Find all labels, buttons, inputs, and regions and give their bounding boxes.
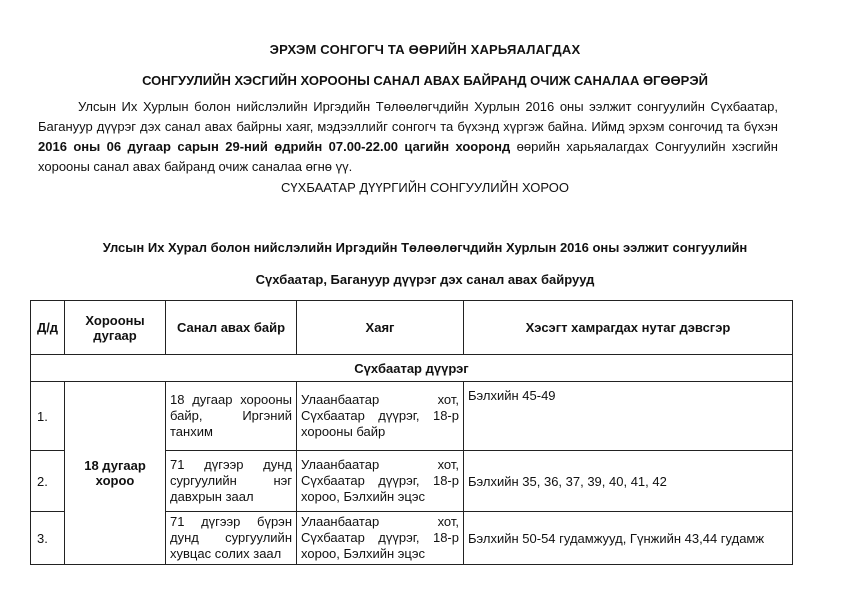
table-row: [31, 382, 793, 451]
covered-area: Бэлхийн 45-49: [464, 382, 793, 451]
table-header-row: [31, 301, 793, 355]
intro-date-highlight: 2016 оны 06 дугаар сарын 29-ний өдрийн 07.00-22.00 цагийн хооронд: [38, 139, 511, 154]
row-number: 2.: [31, 451, 65, 512]
district-row: [31, 355, 793, 382]
polling-place: 71 дүгээр бүрэн дунд сургуулийн хувцас солих заал: [166, 512, 297, 565]
polling-stations-table: [30, 300, 793, 565]
col-header-number: Д/д: [31, 301, 65, 355]
page-subtitle: СОНГУУЛИЙН ХЭСГИЙН ХОРООНЫ САНАЛ АВАХ БАЙРАНД ОЧИЖ САНАЛАА ӨГӨӨРЭЙ: [142, 73, 708, 88]
polling-address: Улаанбаатар хот, Сүхбаатар дүүрэг, 18-р хороо, Бэлхийн эцэс: [297, 451, 464, 512]
table-heading-line2: Сүхбаатар, Багануур дүүрэг дэх санал авах байрууд: [255, 272, 595, 287]
col-header-committee: Хорооны дугаар: [65, 301, 166, 355]
polling-address: Улаанбаатар хот, Сүхбаатар дүүрэг, 18-р хороо, Бэлхийн эцэс: [297, 512, 464, 565]
page-title: ЭРХЭМ СОНГОГЧ ТА ӨӨРИЙН ХАРЬЯАЛАГДАХ: [269, 42, 581, 57]
district-name: Сүхбаатар дүүрэг: [31, 355, 793, 382]
row-number: 1.: [31, 382, 65, 451]
committee-number: 18 дугаар хороо: [65, 382, 166, 565]
committee-heading: СҮХБААТАР ДҮҮРГИЙН СОНГУУЛИЙН ХОРОО: [281, 180, 569, 195]
intro-text-end: өөрийн харьяалагдах Сонгуулийн хэсгийн хорооны санал авах байранд очиж саналаа өгнө үү.: [38, 139, 778, 174]
polling-place: 71 дүгээр дунд сургуулийн нэг давхрын заал: [166, 451, 297, 512]
col-header-area: Хэсэгт хамрагдах нутаг дэвсгэр: [464, 301, 793, 355]
table-heading-line1: Улсын Их Хурал болон нийслэлийн Иргэдийн Төлөөлөгчдийн Хурлын 2016 оны ээлжит сонгуулийн: [102, 240, 748, 255]
col-header-place: Санал авах байр: [166, 301, 297, 355]
intro-paragraph: [38, 97, 778, 177]
polling-place: 18 дугаар хорооны байр, Иргэний танхим: [166, 382, 297, 451]
intro-text-start: Улсын Их Хурлын болон нийслэлийн Иргэдийн Төлөөлөгчдийн Хурлын 2016 оны ээлжит сонгуулийн Сүхбаатар, Багануур дүүрэг дэх санал авах байрны хаяг, мэдээллийг сонгогч та бүхэнд хүргэж байна. Иймд эрхэм сонгочид та бүхэн: [38, 99, 778, 134]
polling-address: Улаанбаатар хот, Сүхбаатар дүүрэг, 18-р хорооны байр: [297, 382, 464, 451]
covered-area: Бэлхийн 35, 36, 37, 39, 40, 41, 42: [464, 451, 793, 512]
covered-area: Бэлхийн 50-54 гудамжууд, Гүнжийн 43,44 гудамж: [464, 512, 793, 565]
col-header-address: Хаяг: [297, 301, 464, 355]
row-number: 3.: [31, 512, 65, 565]
